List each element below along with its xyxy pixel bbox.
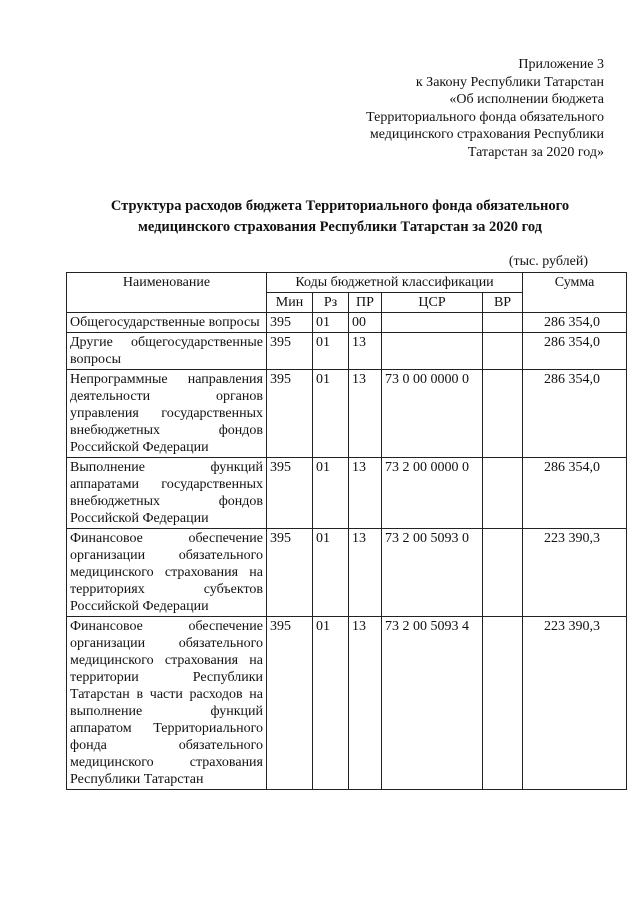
- row-pr: 00: [349, 313, 382, 333]
- row-vr: [483, 370, 523, 458]
- header-rz: Рз: [313, 293, 349, 313]
- header-sum: Сумма: [523, 273, 627, 313]
- row-sum: 286 354,0: [523, 313, 627, 333]
- table-row: [67, 458, 627, 529]
- appendix-header: [366, 56, 604, 161]
- row-csr: 73 2 00 5093 0: [382, 529, 483, 617]
- header-csr: ЦСР: [382, 293, 483, 313]
- table-row: [67, 529, 627, 617]
- header-vr: ВР: [483, 293, 523, 313]
- table-row: [67, 313, 627, 333]
- row-pr: 13: [349, 370, 382, 458]
- header-name: Наименование: [67, 273, 267, 313]
- header-row-top: [67, 273, 627, 293]
- row-sum: 286 354,0: [523, 333, 627, 370]
- row-name: Финансовое обеспечение организации обязательного медицинского страхования на территории Республики Татарстан в части расходов на выполнение функций аппаратом Территориального фонда обязательного медицинского страхования Республики Татарстан: [67, 617, 267, 790]
- row-min: 395: [267, 333, 313, 370]
- row-name: Финансовое обеспечение организации обязательного медицинского страхования на территориях субъектов Российской Федерации: [67, 529, 267, 617]
- row-csr: 73 2 00 5093 4: [382, 617, 483, 790]
- row-vr: [483, 333, 523, 370]
- row-csr: [382, 333, 483, 370]
- table-row: [67, 333, 627, 370]
- row-sum: 286 354,0: [523, 458, 627, 529]
- row-pr: 13: [349, 529, 382, 617]
- appendix-line: Приложение 3: [518, 57, 604, 72]
- header-codes: Коды бюджетной классификации: [267, 273, 523, 293]
- row-name: Другие общегосударственные вопросы: [67, 333, 267, 370]
- row-sum: 223 390,3: [523, 617, 627, 790]
- row-name: Непрограммные направления деятельности органов управления государственных внебюджетных фондов Российской Федерации: [67, 370, 267, 458]
- row-min: 395: [267, 313, 313, 333]
- row-rz: 01: [313, 333, 349, 370]
- row-rz: 01: [313, 313, 349, 333]
- row-rz: 01: [313, 617, 349, 790]
- table-row: [67, 370, 627, 458]
- row-csr: 73 0 00 0000 0: [382, 370, 483, 458]
- header-min: Мин: [267, 293, 313, 313]
- appendix-line: Территориального фонда обязательного: [366, 109, 604, 125]
- header-pr: ПР: [349, 293, 382, 313]
- row-vr: [483, 529, 523, 617]
- row-pr: 13: [349, 617, 382, 790]
- row-sum: 286 354,0: [523, 370, 627, 458]
- row-rz: 01: [313, 458, 349, 529]
- units-note: (тыс. рублей): [508, 254, 588, 269]
- row-vr: [483, 458, 523, 529]
- row-min: 395: [267, 458, 313, 529]
- row-csr: 73 2 00 0000 0: [382, 458, 483, 529]
- document-title: [60, 196, 620, 238]
- row-sum: 223 390,3: [523, 529, 627, 617]
- row-pr: 13: [349, 333, 382, 370]
- row-rz: 01: [313, 529, 349, 617]
- title-line-2: медицинского страхования Республики Татарстан за 2020 год: [137, 219, 543, 235]
- row-name: Общегосударственные вопросы: [67, 313, 267, 333]
- row-vr: [483, 313, 523, 333]
- row-min: 395: [267, 529, 313, 617]
- row-min: 395: [267, 617, 313, 790]
- row-vr: [483, 617, 523, 790]
- appendix-line: медицинского страхования Республики: [369, 127, 604, 142]
- row-name: Выполнение функций аппаратами государственных внебюджетных фондов Российской Федерации: [67, 458, 267, 529]
- row-min: 395: [267, 370, 313, 458]
- appendix-line: к Закону Республики Татарстан: [415, 74, 604, 90]
- expenditure-table: [66, 272, 627, 790]
- table-row: [67, 617, 627, 790]
- appendix-line: Татарстан за 2020 год»: [467, 144, 604, 160]
- row-rz: 01: [313, 370, 349, 458]
- row-pr: 13: [349, 458, 382, 529]
- title-line-1: Структура расходов бюджета Территориального фонда обязательного: [110, 198, 570, 214]
- row-csr: [382, 313, 483, 333]
- appendix-line: «Об исполнении бюджета: [449, 92, 604, 107]
